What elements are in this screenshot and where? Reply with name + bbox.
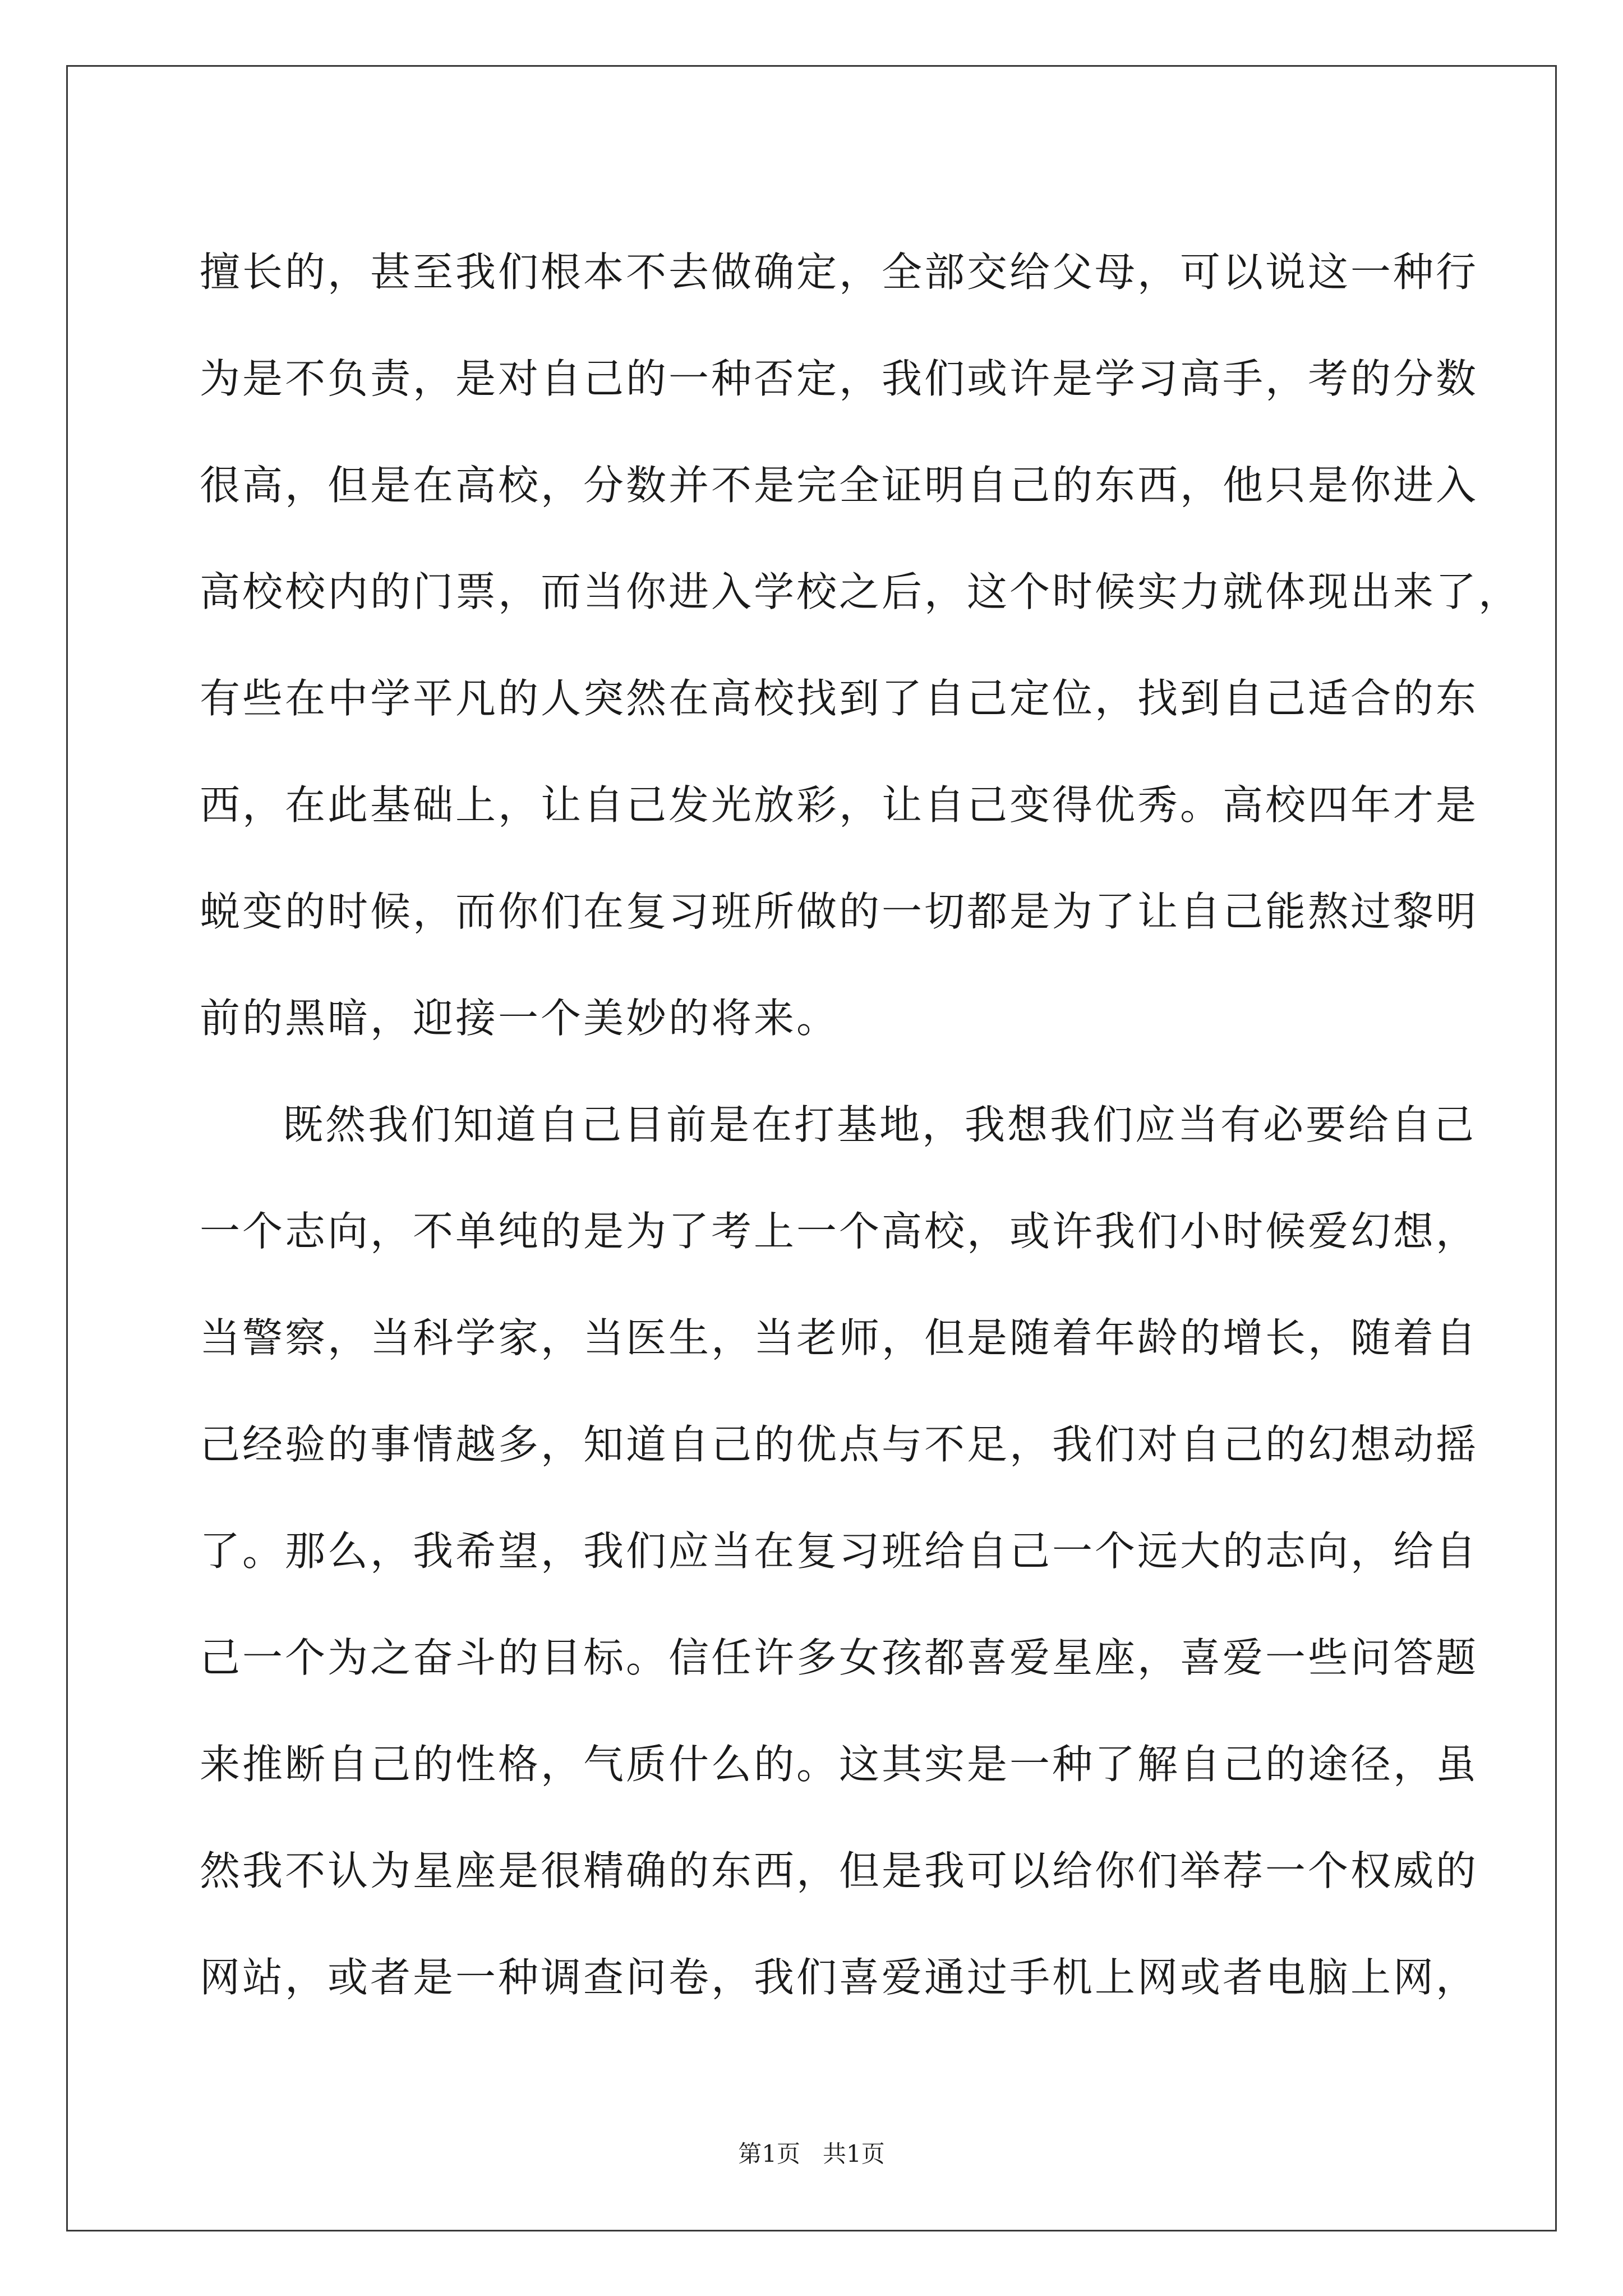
text-line: 有些在中学平凡的人突然在高校找到了自己定位，找到自己适合的东: [200, 675, 1479, 722]
text-line: 己经验的事情越多，知道自己的优点与不足，我们对自己的幻想动摇: [200, 1421, 1479, 1468]
document-body: [200, 219, 1521, 2031]
text-line: 蜕变的时候，而你们在复习班所做的一切都是为了让自己能熬过黎明: [200, 888, 1479, 935]
text-line: 一个志向，不单纯的是为了考上一个高校，或许我们小时候爱幻想，: [200, 1208, 1479, 1255]
text-line: 前的黑暗，迎接一个美妙的将来。: [200, 995, 840, 1042]
text-line: 当警察，当科学家，当医生，当老师，但是随着年龄的增长，随着自: [200, 1314, 1479, 1361]
text-line: 擅长的，甚至我们根本不去做确定，全部交给父母，可以说这一种行: [200, 249, 1479, 296]
text-line: 网站，或者是一种调查问卷，我们喜爱通过手机上网或者电脑上网，: [200, 1954, 1479, 2001]
text-line: 很高，但是在高校，分数并不是完全证明自己的东西，他只是你进入: [200, 462, 1479, 509]
text-line: 高校校内的门票，而当你进入学校之后，这个时候实力就体现出来了，: [200, 568, 1521, 615]
page-number-footer: 第1页 共1页: [738, 2140, 885, 2168]
paragraph-start-line: 既然我们知道自己目前是在打基地，我想我们应当有必要给自己: [283, 1101, 1477, 1148]
text-line: 己一个为之奋斗的目标。信任许多女孩都喜爱星座，喜爱一些问答题: [200, 1634, 1479, 1681]
text-line: 为是不负责，是对自己的一种否定，我们或许是学习高手，考的分数: [200, 355, 1479, 402]
text-line: 然我不认为星座是很精确的东西，但是我可以给你们举荐一个权威的: [200, 1847, 1479, 1894]
text-line: 了。那么，我希望，我们应当在复习班给自己一个远大的志向，给自: [200, 1527, 1479, 1575]
text-line: 来推断自己的性格，气质什么的。这其实是一种了解自己的途径，虽: [200, 1741, 1479, 1788]
text-line: 西，在此基础上，让自己发光放彩，让自己变得优秀。高校四年才是: [200, 781, 1479, 829]
